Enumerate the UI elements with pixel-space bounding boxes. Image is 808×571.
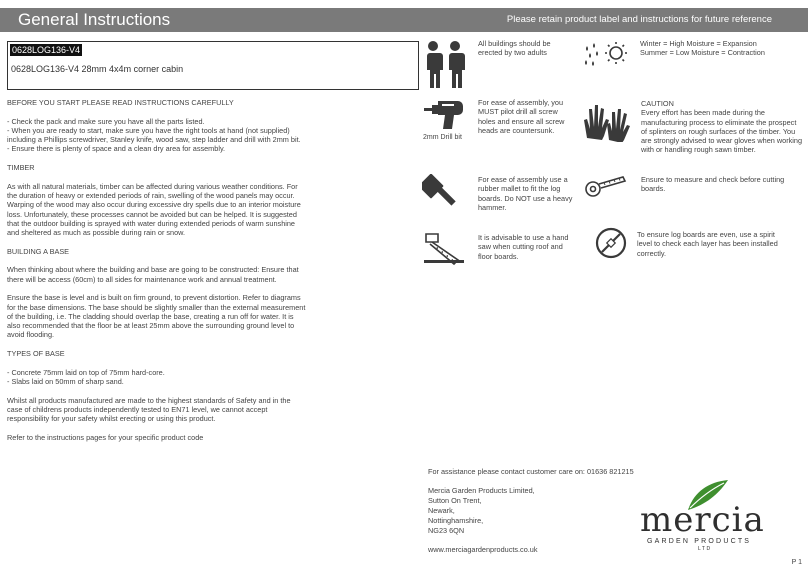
refer-text: Refer to the instructions pages for your specific product code <box>7 432 204 442</box>
mallet-icon <box>422 174 462 210</box>
header-note: Please retain product label and instructions for future reference <box>506 14 772 25</box>
logo-subtitle: GARDEN PRODUCTS <box>647 538 752 545</box>
customer-care-line: For assistance please contact customer care on: 01636 821215 <box>428 467 634 476</box>
address-line: Newark, <box>428 506 455 515</box>
header-bar <box>0 8 808 32</box>
checklist-item: - Ensure there is plenty of space and a clean dry area for assembly. <box>7 144 226 154</box>
product-label-box <box>7 41 419 90</box>
address-line: NG23 6QN <box>428 526 465 535</box>
mercia-logo <box>640 478 774 550</box>
timber-heading: TIMBER <box>7 163 35 173</box>
measure-text: Ensure to measure and check before cutting boards. <box>641 175 785 194</box>
checklist-item: - When you are ready to start, make sure you have the right tools at hand (not supplied) including a Phillips screwdriver, Stanley knife, wood saw, step ladder and drill with 2mm bit. <box>7 125 301 145</box>
mallet-text: For ease of assembly use a rubber mallet to fit the log boards. Do NOT use a heavy hammer. <box>478 175 573 212</box>
address-line: Sutton On Trent, <box>428 496 482 505</box>
drill-text: For ease of assembly, you MUST pilot drill all screw holes and ensure all screw heads are countersunk. <box>478 98 565 135</box>
tape-measure-icon <box>584 174 628 200</box>
weather-text: Winter = High Moisture = Expansion Summer = Low Moisture = Contraction <box>640 39 765 58</box>
level-text: To ensure log boards are even, use a spirit level to check each layer has been installed correctly. <box>637 230 778 258</box>
base-text: When thinking about where the building and base are going to be constructed: Ensure that there will be access (60cm) to all sides for maintenance work and annual treatment. <box>7 265 299 284</box>
logo-subtitle-ltd: LTD <box>698 546 712 552</box>
weather-icon <box>582 40 630 70</box>
two-adults-text: All buildings should be erected by two adults <box>478 39 551 58</box>
drill-caption: 2mm Drill bit <box>423 134 462 141</box>
base-text: Ensure the base is level and is built on firm ground, to prevent distortion. Refer to diagrams for the base dimensions. The base should be slightly smaller than the external measurement of the building, i.e. The cladding should overlap the base, creating a run off for water. It is also recommended that the floor be at least 25mm above the surrounding ground level to avoid flooding. <box>7 293 306 340</box>
gloves-icon <box>582 98 632 142</box>
spirit-level-icon <box>594 226 628 260</box>
hand-saw-icon <box>422 228 466 268</box>
product-code: 0628LOG136-V4 <box>12 45 81 55</box>
caution-text: Every effort has been made during the manufacturing process to eliminate the prospect of splinters on rough surfaces of the timber. You are strongly advised to wear gloves when working with or handling rough sawn timber. <box>641 108 803 155</box>
website-link[interactable]: www.merciagardenproducts.co.uk <box>428 545 538 554</box>
logo-wordmark: mercia <box>640 500 765 540</box>
saw-text: It is advisable to use a hand saw when cutting roof and floor boards. <box>478 233 569 261</box>
safety-text: Whilst all products manufactured are made to the highest standards of Safety and in the case of childrens products independently tested to EN71 level, we cannot accept responsibility for your safety whilst erecting or using this product. <box>7 395 291 424</box>
page-number: P 1 <box>791 559 802 566</box>
timber-text: As with all natural materials, timber can be affected during various weather conditions. For the duration of heavy or extended periods of rain, swelling of the wood panels may occur. Warping of the wood may also occur during excessive dry spells due to an interior moisture loss. Unfortunately, these processes cannot be avoided but can be helped. It is suggested that the outdoor building is sprayed with water during extended periods of warm sunshine and sheltered as much as possible during rain or snow. <box>7 181 301 238</box>
page-title: General Instructions <box>18 10 171 29</box>
address-line: Nottinghamshire, <box>428 516 484 525</box>
base-type-item: - Concrete 75mm laid on top of 75mm hard-core. <box>7 367 165 377</box>
base-heading: BUILDING A BASE <box>7 246 70 256</box>
intro-heading: BEFORE YOU START PLEASE READ INSTRUCTIONS CAREFULLY <box>7 98 234 107</box>
base-type-item: - Slabs laid on 50mm of sharp sand. <box>7 376 124 386</box>
left-column <box>7 98 307 442</box>
drill-icon <box>422 96 466 132</box>
two-adults-icon <box>420 40 468 90</box>
product-description: 0628LOG136-V4 28mm 4x4m corner cabin <box>11 64 184 74</box>
address-line: Mercia Garden Products Limited, <box>428 486 535 495</box>
types-heading: TYPES OF BASE <box>7 349 65 359</box>
checklist-item: - Check the pack and make sure you have all the parts listed. <box>7 116 205 126</box>
caution-heading: CAUTION <box>641 99 674 108</box>
